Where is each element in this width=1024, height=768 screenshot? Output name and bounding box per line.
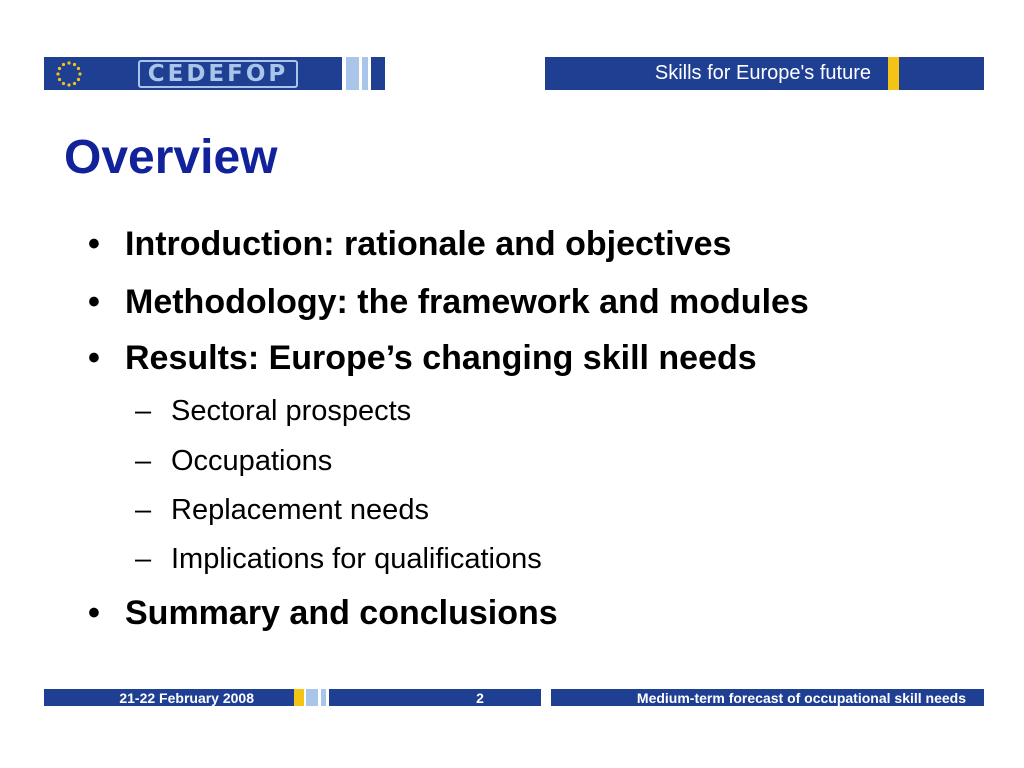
sub-bullet-marker: –: [135, 543, 152, 575]
sub-bullet-item: [135, 395, 411, 428]
bullet-item: [88, 339, 757, 378]
header-gap: [385, 57, 545, 90]
bullet-item: [88, 283, 809, 322]
sub-bullet-item: [135, 445, 332, 478]
sub-bullet-marker: –: [135, 494, 152, 526]
sub-bullet-marker: –: [135, 395, 152, 427]
footer-accent-stripe: [294, 689, 304, 706]
bullet-text: Summary and conclusions: [125, 594, 558, 632]
sub-bullet-text: Implications for qualifications: [171, 543, 542, 575]
sub-bullet-marker: –: [135, 445, 152, 477]
header-tagline: Skills for Europe's future: [545, 57, 888, 90]
sub-bullet-text: Replacement needs: [171, 494, 429, 526]
header-stripe: [362, 57, 368, 90]
footer-stripe: [306, 689, 318, 706]
cedefop-logo: [94, 57, 342, 90]
sub-bullet-text: Occupations: [171, 445, 333, 477]
sub-bullet-item: [135, 543, 542, 576]
emblem-box: [44, 57, 94, 90]
header-stripe: [346, 57, 359, 90]
footer-stripe: [321, 689, 326, 706]
header-stripe: [371, 57, 385, 90]
header-accent-stripe: [888, 57, 899, 90]
bullet-text: Introduction: rationale and objectives: [125, 225, 732, 263]
header-banner: [44, 57, 984, 90]
footer-banner: [44, 689, 984, 706]
bullet-text: Methodology: the framework and modules: [125, 283, 809, 321]
bullet-item: [88, 594, 558, 633]
bullet-text: Results: Europe’s changing skill needs: [125, 339, 757, 377]
bullet-marker: •: [88, 283, 100, 321]
logo-text: CEDEFOP: [138, 60, 299, 88]
slide-title: Overview: [64, 131, 278, 184]
footer-gap: [541, 689, 551, 706]
footer-presentation-title: Medium-term forecast of occupational skill needs: [551, 689, 984, 706]
bullet-marker: •: [88, 339, 100, 377]
bullet-item: [88, 225, 731, 264]
bullet-marker: •: [88, 594, 100, 632]
bullet-marker: •: [88, 225, 100, 263]
eu-stars-icon: [54, 59, 84, 89]
footer-date: 21-22 February 2008: [44, 689, 294, 706]
sub-bullet-text: Sectoral prospects: [171, 395, 412, 427]
footer-page-number: 2: [329, 689, 541, 706]
header-stripe: [899, 57, 984, 90]
sub-bullet-item: [135, 494, 429, 527]
